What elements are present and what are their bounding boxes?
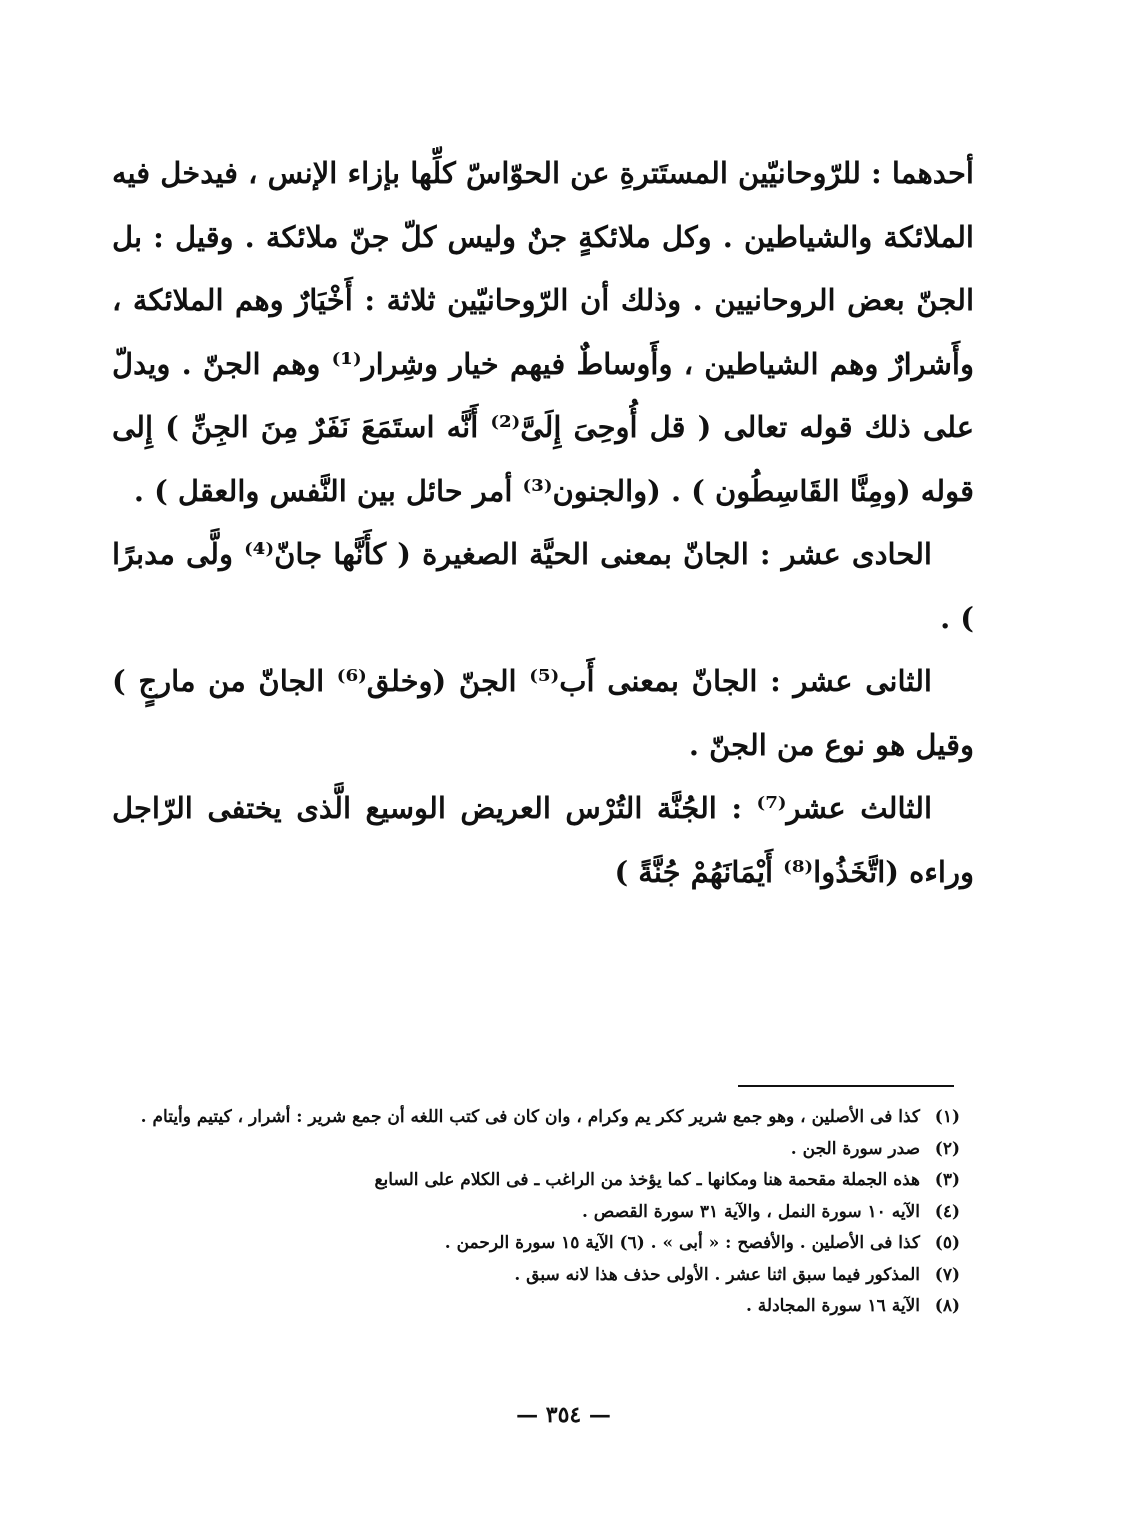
footnote <box>112 1291 974 1323</box>
footnote-text: كذا فى الأصلين ، وهو جمع شرير ككر يم وكرام ، وان كان فى كتب اللغه أن جمع شرير : أشرار ، كيتيم وأيتام . <box>140 1107 920 1127</box>
footnotes <box>112 1102 974 1323</box>
footnote-text: صدر سورة الجن . <box>790 1138 920 1159</box>
footnote <box>112 1197 974 1229</box>
footnote-text: الآيه ١٠ سورة النمل ، والآية ٣١ سورة القصص . <box>581 1201 920 1222</box>
footnote <box>112 1260 974 1292</box>
footnote-number: (٣) <box>934 1170 960 1190</box>
paragraph: الثالث عشر⁽⁷⁾ : الجُنَّة التُرْس العريض الوسيع الَّذى يختفى الرّاجل وراءه (اتَّخَذُوا⁽⁸⁾ أَيْمَانَهُمْ جُنَّةً ) <box>112 791 974 889</box>
paragraph: أحدهما : للرّوحانيّين المستَترةِ عن الحوّاسّ كلِّها بإزاء الإنس ، فيدخل فيه الملائكة والشياطين . وكل ملائكةٍ جنٌ وليس كلّ جنّ ملائكة . وقيل : بل الجنّ بعض الروحانيين . وذلك أن الرّوحانيّين ثلاثة : أَخْيَارٌ وهم الملائكة ، وأَشرارٌ وهم الشياطين ، وأَوساطٌ فيهم خيار وشِرار⁽¹⁾ وهم الجنّ . ويدلّ على ذلك قوله تعالى ( قل أُوحِىَ إِلَىَّ⁽²⁾ أَنَّه استَمَعَ نَفَرٌ مِنَ الجِنِّ ) إِلى قوله (ومِنَّا القَاسِطُون ) . (والجنون⁽³⁾ أمر حائل بين النَّفس والعقل ) . <box>112 156 974 508</box>
footnote <box>112 1102 974 1134</box>
main-text <box>112 142 974 904</box>
footnote <box>112 1134 974 1166</box>
footnote-number: (٢) <box>934 1138 960 1159</box>
footnote-text: كذا فى الأصلين . والأفصح : « أبى » . (٦) الآية ١٥ سورة الرحمن . <box>444 1233 920 1253</box>
paragraph: الحادى عشر : الجانّ بمعنى الحيَّة الصغيرة ( كأَنَّها جانّ⁽⁴⁾ ولَّى مدبرًا ) . <box>112 537 974 635</box>
footnote-number: (٧) <box>934 1264 960 1285</box>
footnote-number: (٥) <box>934 1233 960 1253</box>
footnote-text: الآية ١٦ سورة المجادلة . <box>745 1296 920 1316</box>
footnote <box>112 1228 974 1260</box>
footnote <box>112 1165 974 1197</box>
footnote-text: المذكور فيما سبق اثنا عشر . الأولى حذف هذا لانه سبق . <box>514 1264 920 1285</box>
footnote-number: (٤) <box>934 1201 960 1222</box>
paragraph: الثانى عشر : الجانّ بمعنى أَب⁽⁵⁾ الجنّ (وخلق⁽⁶⁾ الجانّ من مارجٍ ) وقيل هو نوع من الجنّ . <box>112 664 974 762</box>
footnote-number: (١) <box>934 1107 960 1127</box>
footnote-number: (٨) <box>934 1296 960 1316</box>
page-number: — ٣٥٤ — <box>516 1402 611 1428</box>
footnote-separator <box>738 1085 954 1087</box>
footnote-text: هذه الجملة مقحمة هنا ومكانها ـ كما يؤخذ من الراغب ـ فى الكلام على السابع <box>374 1170 920 1190</box>
